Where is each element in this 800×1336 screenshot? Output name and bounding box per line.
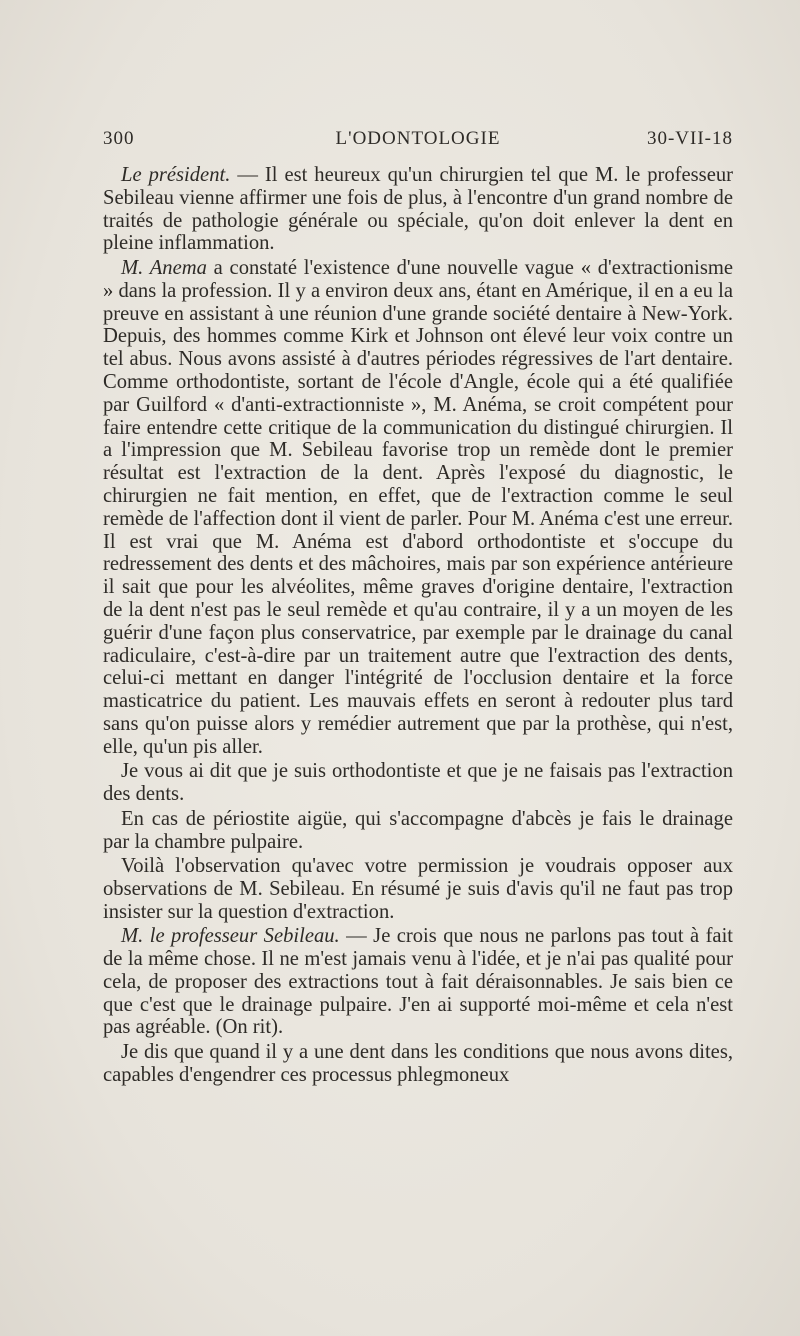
paragraph <box>103 257 733 759</box>
paragraph-text: Je dis que quand il y a une dent dans les conditions que nous avons dites, capables d'engendrer ces processus phlegmoneux <box>103 1041 733 1086</box>
paragraph-text: En cas de périostite aigüe, qui s'accompagne d'abcès je fais le drainage par la chambre pulpaire. <box>103 807 733 853</box>
paragraph-text: Voilà l'observation qu'avec votre permission je voudrais opposer aux observations de M. Sebileau. En résumé je suis d'avis qu'il ne faut pas trop insister sur la question d'extraction. <box>103 855 733 923</box>
paragraph-text: — Il est heureux qu'un chirurgien tel que M. le professeur Sebileau vienne affirmer une fois de plus, à l'encontre d'un grand nombre de traités de pathologie générale ou spéciale, qu'on doit enlever la dent en pleine inflammation. <box>103 164 733 255</box>
running-header <box>103 128 733 158</box>
paragraph-text: a constaté l'existence d'une nouvelle vague « d'extractionisme » dans la profession. Il y a environ deux ans, étant en Amérique, il en a eu la preuve en assistant à une réunion d'une grande société dentaire à New-York. Depuis, des hommes comme Kirk et Johnson ont élevé leur voix contre un tel abus. Nous avons assisté à d'autres périodes régressives de l'art dentaire. Comme orthodontiste, sortant de l'école d'Angle, école qui a été qualifiée par Guilford « d'anti-extractionniste », M. Anéma, se croit compétent pour faire entendre cette critique de la communication du distingué chirurgien. Il a l'impression que M. Sebileau favorise trop un remède dont le premier résultat est l'extraction de la dent. Après l'exposé du diagnostic, le chirurgien ne fait mention, en effet, que de l'extraction comme le seul remède de l'affection dont il vient de parler. Pour M. Anéma c'est une erreur. Il est vrai que M. Anéma est d'abord orthodontiste et s'occupe du redressement des dents et des mâchoires, mais par son expérience antérieure il sait que pour les alvéolites, même graves d'origine dentaire, l'extraction de la dent n'est pas le seul remède et qu'au contraire, il y a un moyen de les guérir d'une façon plus conservatrice, par exemple par le drainage du canal radiculaire, c'est-à-dire par un traitement autre que l'extraction des dents, celui-ci mettant en danger l'intégrité de l'occlusion dentaire et la force masticatrice du patient. Les mauvais effets en seront à redouter plus tard sans qu'on puisse alors y remédier autrement que par la prothèse, qui n'est, elle, qu'un pis aller. <box>103 256 733 758</box>
speaker-name: M. le professeur Sebileau. <box>121 925 340 948</box>
speaker-name: Le président. <box>121 164 231 186</box>
paragraph <box>103 1041 733 1087</box>
paragraph <box>103 855 733 923</box>
paragraph <box>103 925 733 1039</box>
paragraph <box>103 760 733 806</box>
speaker-name: M. Anema <box>121 256 207 279</box>
paragraph <box>103 164 733 255</box>
paragraph-text: — Je crois que nous ne parlons pas tout à fait de la même chose. Il ne m'est jamais venu à l'idée, et je n'ai pas qualité pour cela, de proposer des extractions tout à fait déraisonnables. Je sais bien ce que c'est que le drainage pulpaire. J'en ai supporté moi-même et cela n'est pas agréable. (On rit). <box>103 925 734 1039</box>
page-text <box>103 164 733 1087</box>
paragraph-text: Je vous ai dit que je suis orthodontiste et que je ne faisais pas l'extraction des dents. <box>103 760 733 806</box>
journal-title: L'ODONTOLOGIE <box>335 128 501 149</box>
page-number: 300 <box>103 128 135 149</box>
paragraph <box>103 808 733 854</box>
issue-date: 30-VII-18 <box>646 128 733 149</box>
